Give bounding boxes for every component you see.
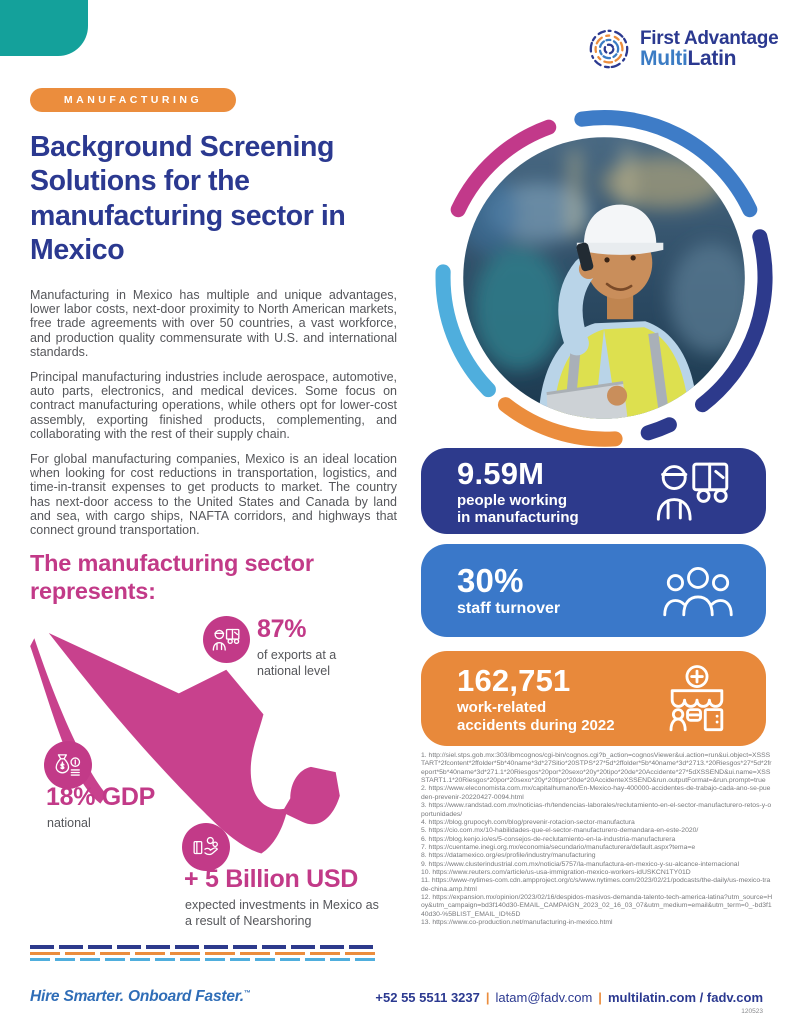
footnote-link[interactable]: 11. https://www-nytimes-com.cdn.ampproject.org/c/s/www.nytimes.com/2023/02/21/podcasts/the-daily/us-mexico-trade-china.amp.html xyxy=(421,877,771,893)
stat-gdp-value: 18% GDP xyxy=(46,783,156,811)
blue-dash-row xyxy=(30,958,376,961)
stat-card-text xyxy=(457,663,615,734)
stat-card-accidents xyxy=(421,651,766,746)
intro-paragraph: For global manufacturing companies, Mexico is an ideal location when looking for cost reductions in transportation, logistics, and time-in-transit expenses to get products to market. The country has next-door access to the United States and Canada by land and sea, with cargo ships, NAFTA corridors, and highways that connect ground transportation. xyxy=(30,452,397,538)
brand-name xyxy=(640,29,778,70)
stat-card-label: work-related accidents during 2022 xyxy=(457,699,615,734)
orange-dash-row xyxy=(30,952,376,955)
stat-investment-label: expected investments in Mexico as a result of Nearshoring xyxy=(185,898,379,929)
people-icon xyxy=(660,564,736,618)
stat-card-value: 9.59M xyxy=(457,455,545,491)
doc-code: 120523 xyxy=(741,1008,763,1015)
stat-exports-label: of exports at a national level xyxy=(257,648,337,679)
intro-paragraph: Principal manufacturing industries include aerospace, automotive, auto parts, electronics, and medical devices. Some focus on contract manufacturing operations, while others opt for lower-cost assembly, exporting finished products, complementing, and collaborating with the rest of their supply chain. xyxy=(30,370,397,441)
stat-card-turnover xyxy=(421,544,766,637)
stat-gdp-label: national xyxy=(47,816,91,830)
teal-corner-accent xyxy=(0,0,88,56)
footnote-link[interactable]: 7. https://cuentame.inegi.org.mx/economia/secundario/manufacturera/default.aspx?tema=e xyxy=(421,843,696,851)
trademark-symbol: ™ xyxy=(243,989,251,997)
investment-hand-icon xyxy=(182,823,230,871)
footnote-link[interactable]: 3. https://www.randstad.com.mx/noticias-rh/tendencias-laborales/reclutamiento-en-el-sector-manufacturero-retos-y-oportunidades/ xyxy=(421,802,772,818)
phone-link[interactable]: +52 55 5511 3237 xyxy=(375,990,480,1005)
navy-dash-row xyxy=(30,945,376,949)
stat-card-text xyxy=(457,562,560,619)
footnote-link[interactable]: 8. https://datamexico.org/es/profile/industry/manufacturing xyxy=(421,852,596,860)
footnote-link[interactable]: 4. https://blog.grupocyh.com/blog/prevenir-rotacion-sector-manufactura xyxy=(421,818,635,826)
footnote-link[interactable]: 13. https://www.co-production.net/manufacturing-in-mexico.html xyxy=(421,919,613,927)
brand-logo xyxy=(586,26,778,72)
footnote-link[interactable]: 12. https://expansion.mx/opinion/2023/02/16/despidos-masivos-demanda-talento-tech-america-latina?utm_source=Hoy&utm_campaign=bd3f140d30-EMAIL_CAMPAIGN_2023_02_16_03_07&utm_medium=email&utm_term=0_-bd3f140d30-%5BLIST_EMAIL_ID%5D xyxy=(421,894,773,918)
footnote-link[interactable]: 6. https://blog.kenjo.io/es/5-consejos-de-reclutamiento-en-la-industria-manufacturera xyxy=(421,835,676,843)
contact-line xyxy=(375,990,763,1005)
stat-card-workforce xyxy=(421,448,766,534)
website-link[interactable]: multilatin.com / fadv.com xyxy=(607,990,763,1005)
worker-truck-icon xyxy=(203,616,250,663)
medical-store-icon xyxy=(658,664,736,734)
footnote-link[interactable]: 10. https://www.reuters.com/article/us-usa-immigration-mexico-workers-idUSKCN1TY01D xyxy=(421,869,691,877)
sector-badge: MANUFACTURING xyxy=(30,88,236,112)
page-title: Background Screening Solutions for the manufacturing sector in Mexico xyxy=(30,131,346,267)
navy-dash xyxy=(648,425,669,433)
stat-investment-value: + 5 Billion USD xyxy=(184,865,359,893)
footnote-list xyxy=(421,752,773,928)
footnote-link[interactable]: 1. http://siel.stps.gob.mx:303/ibmcognos/cgi-bin/cognos.cgi?b_action=cognosViewer&ui.action=run&ui.object=XSSSTART*2fcontent*2ffolder*5b*40name*3d*27Sitio*20STPS*27*5d*2ffolder*5b*40name*3d*2713.*20Riesgos*27*5d*2freport*5b*40name*3d*271.1*20Riesgos*20por*20sexo*20y*20tipo*20de*20Accidente*27*5dXSSEND&ui.name=XSSSTART1.1*20Riesgos*20por*20sexo*20y*20tipo*20de*20AccidenteXSSEND&run.outputFormat=&run.prompt=true xyxy=(421,752,772,785)
stat-card-value: 162,751 xyxy=(457,663,571,699)
brand-name-line1: First Advantage xyxy=(640,27,779,49)
money-bag-icon xyxy=(44,741,92,789)
stat-card-label: staff turnover xyxy=(457,600,561,618)
separator: | xyxy=(485,990,490,1005)
intro-text xyxy=(30,288,397,548)
footer-contact xyxy=(375,990,763,1015)
brand-name-line2: MultiLatin xyxy=(640,46,737,70)
stat-card-text xyxy=(457,456,579,527)
separator: | xyxy=(598,990,602,1005)
fingerprint-icon xyxy=(586,26,632,72)
stat-exports-value: 87% xyxy=(257,615,307,643)
worker-photo xyxy=(418,92,790,464)
stat-card-value: 30% xyxy=(457,562,524,600)
sector-heading: The manufacturing sector represents: xyxy=(30,550,314,604)
stat-card-label: people working in manufacturing xyxy=(457,491,579,526)
footnote-link[interactable]: 5. https://cio.com.mx/10-habilidades-que-el-sector-manufacturero-demandara-en-este-2020/ xyxy=(421,827,699,835)
footer-tagline: Hire Smarter. Onboard Faster.™ xyxy=(30,988,251,1005)
footnote-link[interactable]: 9. https://www.clusterindustrial.com.mx/noticia/5757/la-manufactura-en-mexico-y-su-alcance-internacional xyxy=(421,860,740,868)
footer-dash-divider xyxy=(30,945,376,961)
email-link[interactable]: latam@fadv.com xyxy=(495,990,593,1005)
footnote-link[interactable]: 2. https://www.eleconomista.com.mx/capitalhumano/En-Mexico-hay-400000-accidentes-de-trabajo-cada-ano-se-pueden-prevenir-20220427-0094.html xyxy=(421,785,771,801)
worker-truck-icon xyxy=(654,458,736,524)
intro-paragraph: Manufacturing in Mexico has multiple and unique advantages, lower labor costs, next-door proximity to North American markets, free trade agreements with over 50 countries, a vast workforce, and production quality commensurate with U.S. and international standards. xyxy=(30,288,397,359)
